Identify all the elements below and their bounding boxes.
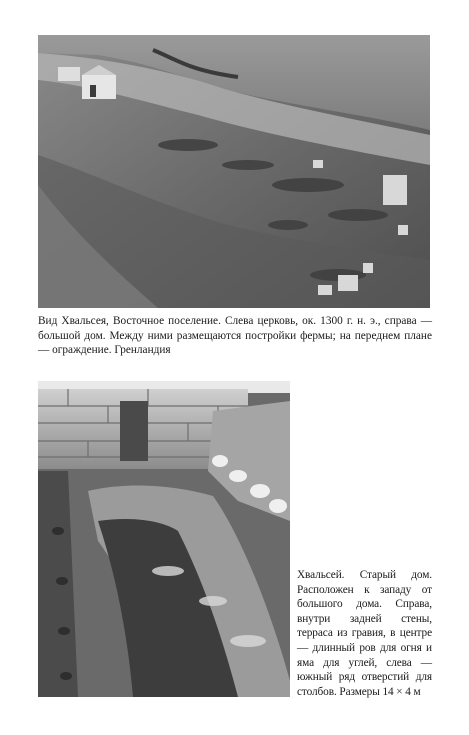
photo2-caption: Хвальсей. Старый дом. Расположен к западу от большого дома. Справа, внутри задней стены, терраса из гравия, в центре — длинный ров для огня и яма для углей, слева — южный ряд отверстий для столбов. Размеры 14 × 4 м: [297, 569, 432, 698]
landscape-photo-icon: [38, 35, 430, 308]
ruin-trench-photo: [38, 381, 290, 697]
photo1-caption: Вид Хвальсея, Восточное поселение. Слева церковь, ок. 1300 г. н. э., справа — большой дом. Между ними размещаются постройки фермы; на переднем плане — ограждение. Гренландия: [38, 315, 432, 357]
ruin-trench-photo-icon: [38, 381, 290, 697]
landscape-photo: [38, 35, 430, 308]
